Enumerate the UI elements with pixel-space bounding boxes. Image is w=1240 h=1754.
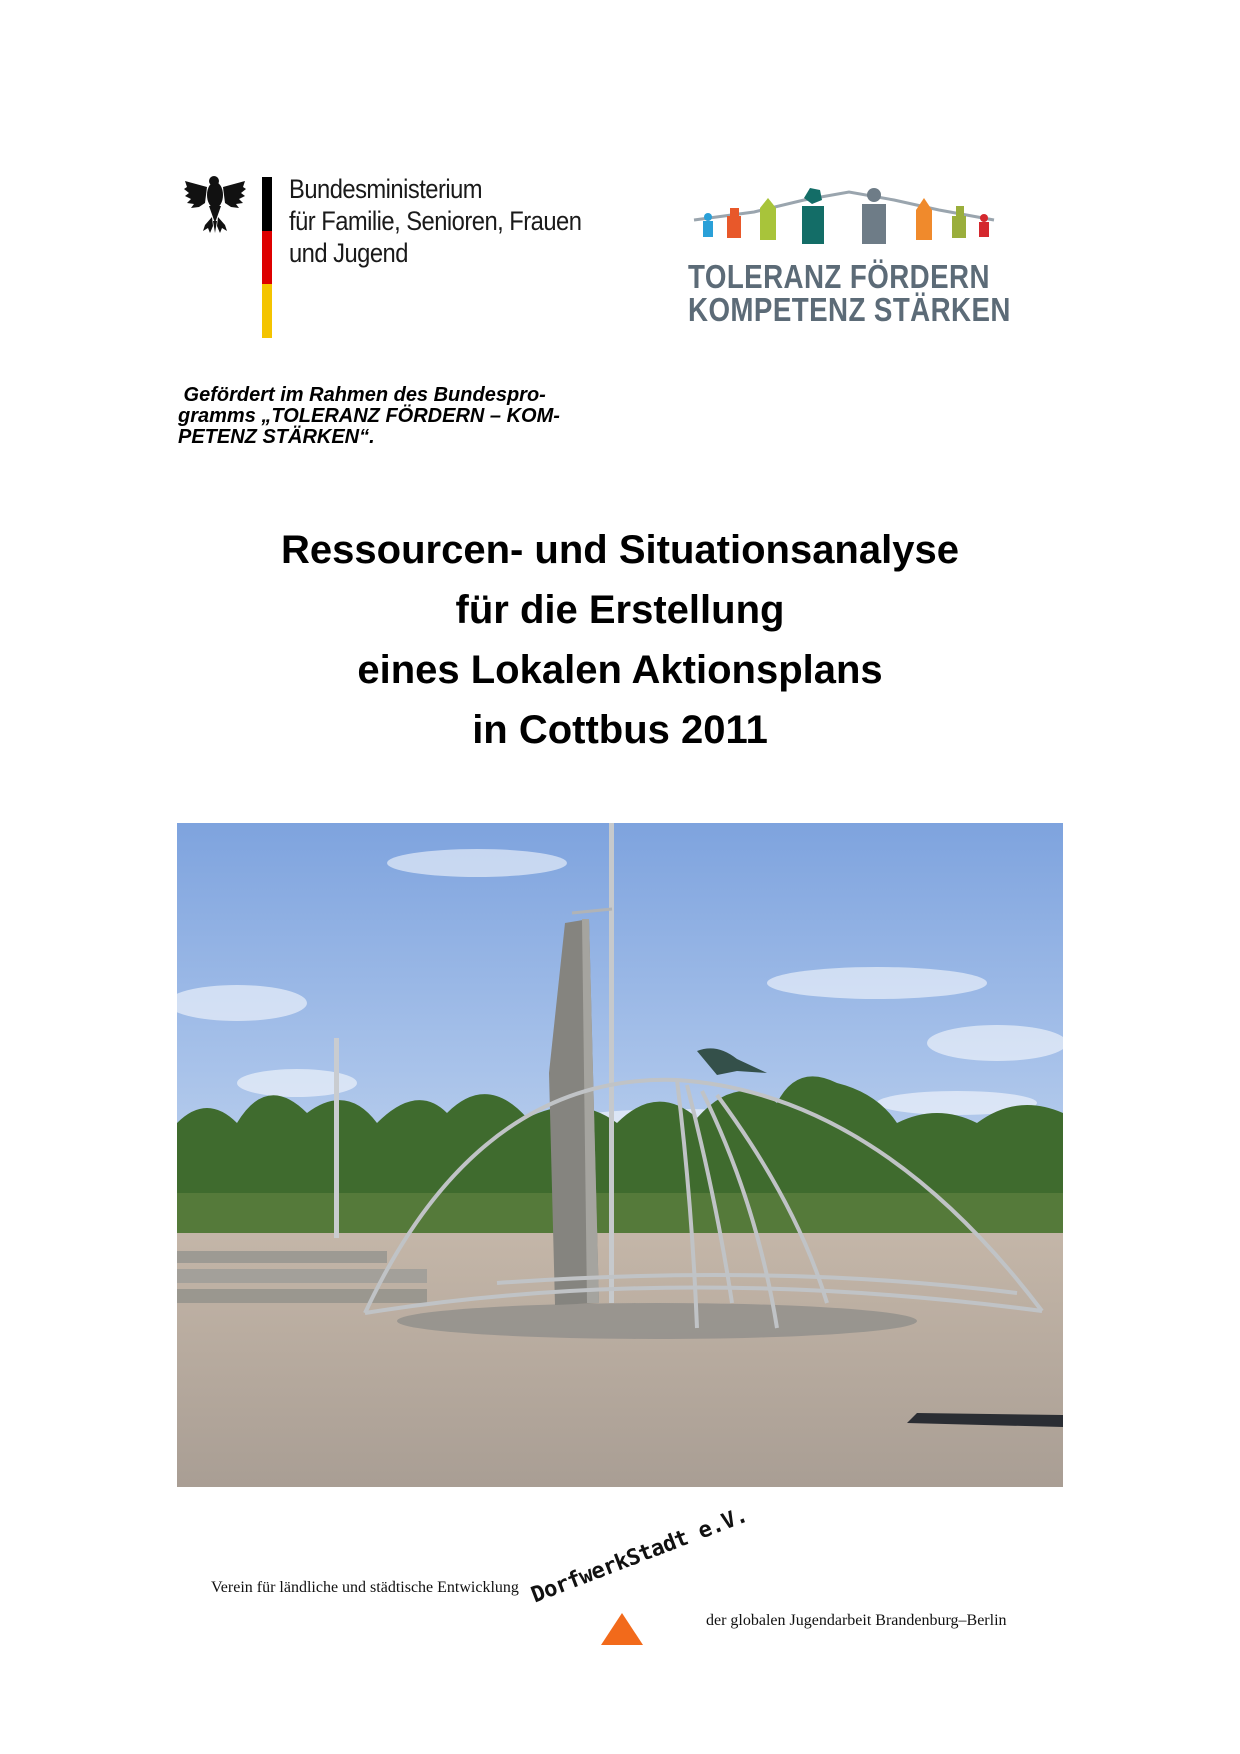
ministry-line: Bundesministerium <box>289 174 483 204</box>
funding-note-line: gramms „TOLERANZ FÖRDERN – KOM- <box>178 405 560 427</box>
people-holding-hands-icon <box>684 188 1002 260</box>
title-line: in Cottbus 2011 <box>472 708 768 752</box>
dorfwerkstadt-logo-text: DorfwerkStadt e.V. <box>528 1502 752 1609</box>
ministry-line: und Jugend <box>289 238 408 268</box>
document-title <box>0 520 1240 760</box>
dorfwerkstadt-triangle-icon <box>601 1613 643 1645</box>
title-line: eines Lokalen Aktionsplans <box>357 648 883 692</box>
footer-youth-work-text: der globalen Jugendarbeit Brandenburg–Berlin <box>706 1612 1007 1629</box>
federal-eagle-icon <box>183 173 247 235</box>
funding-note-line: Gefördert im Rahmen des Bundespro- <box>178 384 546 406</box>
funding-note-line: PETENZ STÄRKEN“. <box>178 426 375 448</box>
program-logo-line-1: TOLERANZ FÖRDERN <box>688 258 990 295</box>
title-line: für die Erstellung <box>455 588 785 632</box>
program-logo <box>684 188 1011 328</box>
cover-photo <box>177 823 1063 1487</box>
program-logo-line-2: KOMPETENZ STÄRKEN <box>688 291 1011 328</box>
funding-note <box>178 385 638 448</box>
ministry-name <box>289 173 581 269</box>
footer-association-text: Verein für ländliche und städtische Entwicklung <box>211 1579 519 1596</box>
fountain-photo-illustration <box>177 823 1063 1487</box>
german-flag-bar <box>262 177 272 338</box>
title-line: Ressourcen- und Situationsanalyse <box>281 528 959 572</box>
ministry-line: für Familie, Senioren, Frauen <box>289 206 582 236</box>
